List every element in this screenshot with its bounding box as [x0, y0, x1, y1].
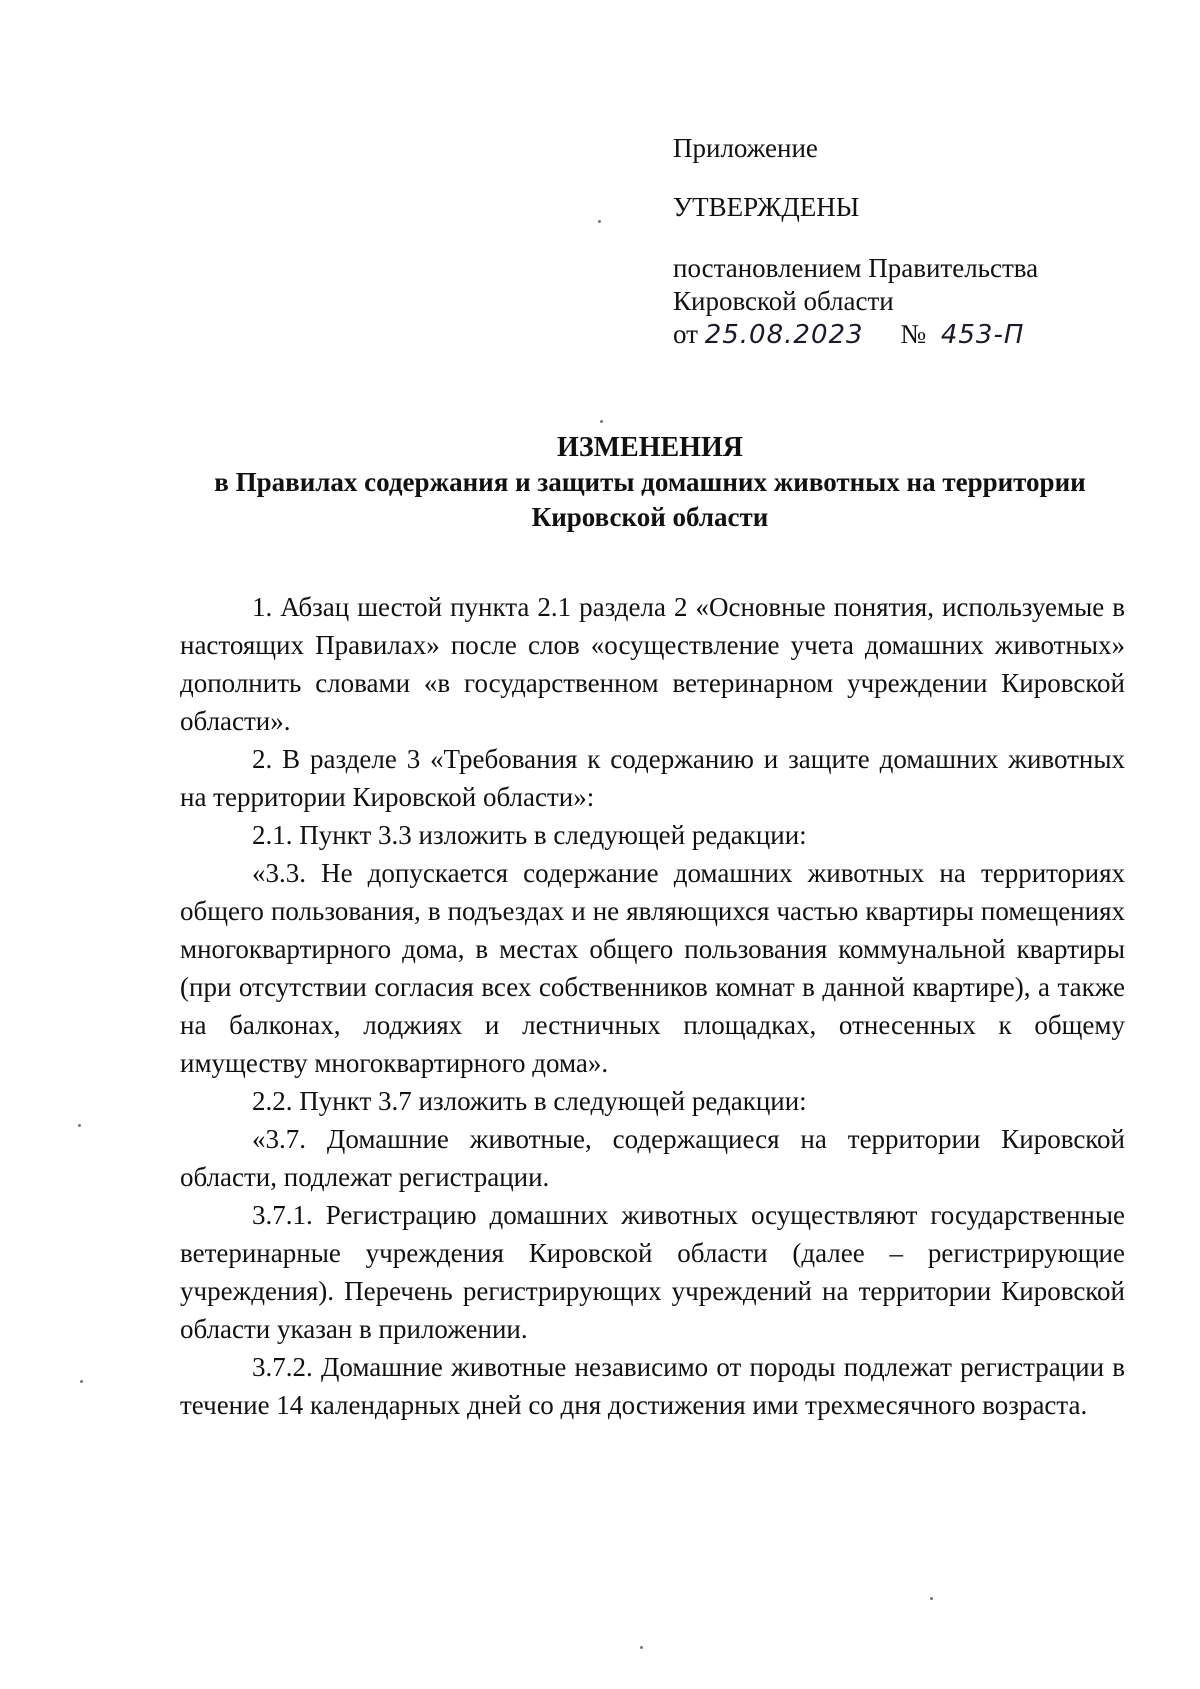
- scan-speck: [930, 1597, 933, 1600]
- appendix-label: Приложение: [673, 133, 818, 163]
- scan-speck: [598, 220, 601, 223]
- approved-by-line-2: Кировской области: [673, 286, 894, 316]
- paragraph-2-2: 2.2. Пункт 3.7 изложить в следующей редакции:: [252, 1086, 807, 1116]
- handwritten-number: 453-П: [940, 320, 1025, 350]
- document-body: [180, 588, 1125, 1424]
- paragraph-3-7-text: «3.7. Домашние животные, содержащиеся на территории Кировской области, подлежат регистрации.: [180, 1124, 1125, 1192]
- paragraph-3-3-text: «3.3. Не допускается содержание домашних животных на территориях общего пользования, в подъездах и не являющихся частью квартиры помещениях многоквартирного дома, в местах общего пользования коммунальной квартиры (при отсутствии согласия всех собственников комнат в данной квартире), а также на балконах, лоджиях и лестничных площадках, отнесенных к общему имуществу многоквартирного дома».: [180, 858, 1125, 1078]
- approval-block: [673, 132, 1153, 352]
- scan-speck: [80, 1380, 83, 1383]
- paragraph-2: 2. В разделе 3 «Требования к содержанию и защите домашних животных на территории Кировской области»:: [180, 744, 1125, 812]
- scan-speck: [600, 420, 603, 423]
- title-sub-line-2: Кировской области: [531, 502, 769, 532]
- paragraph-1: 1. Абзац шестой пункта 2.1 раздела 2 «Основные понятия, используемые в настоящих Правилах» после слов «осуществление учета домашних животных» дополнить словами «в государственном ветеринарном учреждении Кировской области».: [180, 592, 1125, 736]
- scan-speck: [78, 1124, 81, 1127]
- title-main: ИЗМЕНЕНИЯ: [557, 432, 743, 463]
- date-prefix: от: [673, 319, 698, 349]
- paragraph-2-1: 2.1. Пункт 3.3 изложить в следующей редакции:: [252, 820, 807, 850]
- approved-label: УТВЕРЖДЕНЫ: [673, 192, 860, 222]
- approved-by-line-1: постановлением Правительства: [673, 253, 1039, 283]
- document-title: [120, 430, 1180, 535]
- title-sub-line-1: в Правилах содержания и защиты домашних животных на территории: [214, 467, 1086, 497]
- paragraph-3-7-1: 3.7.1. Регистрацию домашних животных осуществляют государственные ветеринарные учреждения Кировской области (далее – регистрирующие учреждения). Перечень регистрирующих учреждений на территории Кировской области указан в приложении.: [180, 1200, 1125, 1344]
- number-sign: №: [900, 319, 927, 349]
- scan-speck: [640, 1646, 643, 1649]
- handwritten-date: 25.08.2023: [704, 320, 864, 350]
- paragraph-3-7-2: 3.7.2. Домашние животные независимо от породы подлежат регистрации в течение 14 календарных дней со дня достижения ими трехмесячного возраста.: [180, 1352, 1125, 1420]
- date-number-line: [673, 318, 1153, 352]
